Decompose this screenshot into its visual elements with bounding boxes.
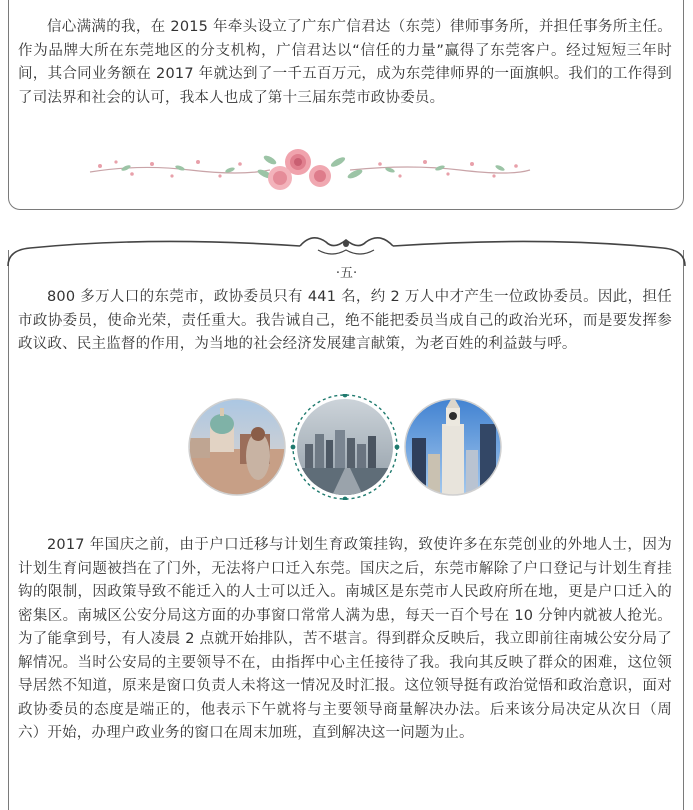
section-five-story	[18, 534, 672, 746]
top-section	[18, 16, 672, 110]
clock-tower-photo	[398, 394, 513, 500]
floral-divider-icon	[80, 140, 540, 198]
section-number: ·五·	[335, 266, 358, 281]
domed-building-photo	[180, 394, 295, 500]
section-five-intro	[18, 286, 672, 357]
section-five-paragraph-1: 800 多万人口的东莞市，政协委员只有 441 名，约 2 万人中才产生一位政协委员。因此，担任市政协委员，使命光荣，责任重大。我告诫自己，绝不能把委员当成自己的政治光环，而是要发挥参政议政、民主监督的作用，为当地的社会经济发展建言献策，为老百姓的利益鼓与呼。	[18, 289, 672, 352]
harbor-skyline-photo	[290, 394, 405, 500]
section-five-paragraph-2: 2017 年国庆之前，由于户口迁移与计划生育政策挂钩，致使许多在东莞创业的外地人士，因为计划生育问题被挡在了门外，无法将户口迁入东莞。国庆之后，东莞市解除了户口登记与计划生育挂钩的限制，因政策导致不能迁入的人士可以迁入。南城区是东莞市人民政府所在地，更是户口迁入的密集区。南城区公安分局这方面的办事窗口常常人满为患，每天一百个号在 10 分钟内就被人抢光。为了能拿到号，有人凌晨 2 点就开始排队，苦不堪言。得到群众反映后，我立即前往南城公安分局了解情况。当时公安局的主要领导不在，由指挥中心主任接待了我。我向其反映了群众的困难，这位领导居然不知道，原来是窗口负责人未将这一情况及时汇报。这位领导挺有政治觉悟和政治意识，面对政协委员的态度是端正的，他表示下午就将与主要领导商量解决办法。后来该分局决定从次日（周六）开始，办理户政业务的窗口在周末加班，直到解决这一问题为止。	[18, 537, 672, 741]
photo-row	[180, 394, 520, 500]
top-paragraph: 信心满满的我，在 2015 年牵头设立了广东广信君达（东莞）律师事务所，并担任事务所主任。作为品牌大所在东莞地区的分支机构，广信君达以“信任的力量”赢得了东莞客户。经过短短三年时间，其合同业务额在 2017 年就达到了一千五百万元，成为东莞律师界的一面旗帜。我们的工作得到了司法界和社会的认可，我本人也成了第十三届东莞市政协委员。	[18, 19, 672, 106]
